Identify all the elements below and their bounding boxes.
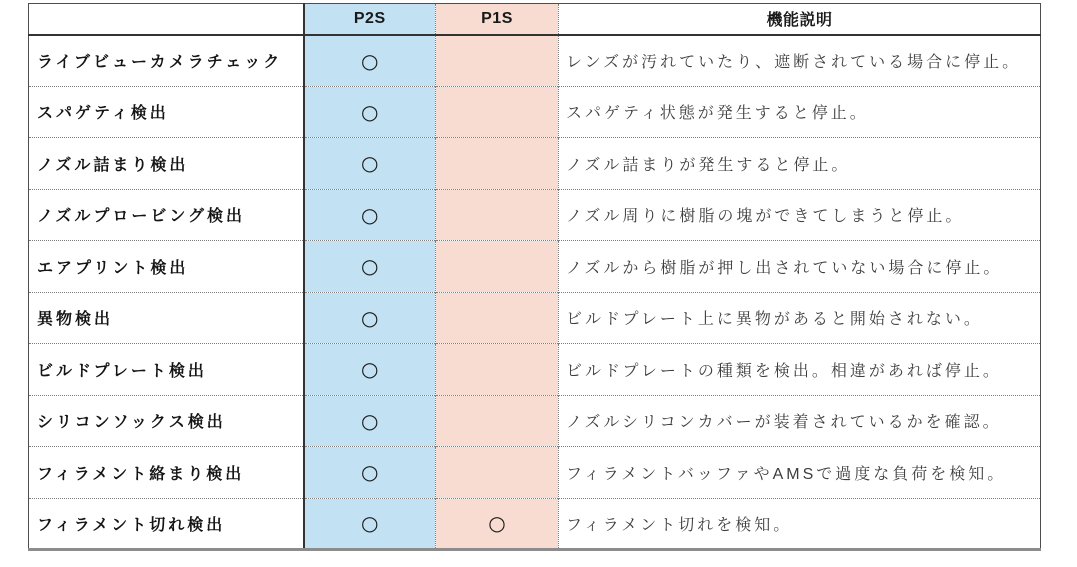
table-row (29, 498, 1041, 550)
p2s-support-cell: ○ (304, 189, 436, 241)
p1s-support-cell (436, 189, 559, 241)
feature-cell: フィラメント絡まり検出 (29, 447, 304, 499)
p1s-support-cell (436, 35, 559, 87)
p1s-support-cell (436, 86, 559, 138)
table-row (29, 292, 1041, 344)
table-row (29, 344, 1041, 396)
p1s-support-cell (436, 447, 559, 499)
feature-cell: スパゲティ検出 (29, 86, 304, 138)
p2s-support-cell: ○ (304, 138, 436, 190)
table-row (29, 189, 1041, 241)
description-cell: ノズルシリコンカバーが装着されているかを確認。 (559, 395, 1041, 447)
p1s-support-cell: ○ (436, 498, 559, 550)
p1s-support-cell (436, 395, 559, 447)
p2s-support-cell: ○ (304, 395, 436, 447)
feature-comparison-table (28, 3, 1041, 551)
feature-cell: ノズルプロービング検出 (29, 189, 304, 241)
table-row (29, 138, 1041, 190)
feature-cell: ノズル詰まり検出 (29, 138, 304, 190)
description-cell: フィラメント切れを検知。 (559, 498, 1041, 550)
p1s-support-cell (436, 292, 559, 344)
description-cell: フィラメントバッファやAMSで過度な負荷を検知。 (559, 447, 1041, 499)
p2s-support-cell: ○ (304, 292, 436, 344)
feature-cell: ビルドプレート検出 (29, 344, 304, 396)
p1s-support-cell (436, 241, 559, 293)
description-cell: スパゲティ状態が発生すると停止。 (559, 86, 1041, 138)
description-cell: ビルドプレート上に異物があると開始されない。 (559, 292, 1041, 344)
description-cell: レンズが汚れていたり、遮断されている場合に停止。 (559, 35, 1041, 87)
p1s-support-cell (436, 138, 559, 190)
p1s-column-header: P1S (436, 4, 559, 35)
feature-cell: 異物検出 (29, 292, 304, 344)
description-cell: ノズルから樹脂が押し出されていない場合に停止。 (559, 241, 1041, 293)
description-cell: ノズル詰まりが発生すると停止。 (559, 138, 1041, 190)
table-row (29, 86, 1041, 138)
table-row (29, 447, 1041, 499)
p2s-support-cell: ○ (304, 241, 436, 293)
p2s-support-cell: ○ (304, 498, 436, 550)
p1s-support-cell (436, 344, 559, 396)
description-cell: ビルドプレートの種類を検出。相違があれば停止。 (559, 344, 1041, 396)
table-row (29, 241, 1041, 293)
header-row (29, 4, 1041, 35)
p2s-support-cell: ○ (304, 86, 436, 138)
feature-cell: ライブビューカメラチェック (29, 35, 304, 87)
p2s-support-cell: ○ (304, 35, 436, 87)
description-column-header: 機能説明 (559, 4, 1041, 35)
table-row (29, 35, 1041, 87)
p2s-support-cell: ○ (304, 447, 436, 499)
feature-cell: シリコンソックス検出 (29, 395, 304, 447)
feature-cell: エアプリント検出 (29, 241, 304, 293)
feature-cell: フィラメント切れ検出 (29, 498, 304, 550)
feature-comparison-table-container (28, 3, 1041, 551)
p2s-support-cell: ○ (304, 344, 436, 396)
table-row (29, 395, 1041, 447)
feature-column-header (29, 4, 304, 35)
p2s-column-header: P2S (304, 4, 436, 35)
description-cell: ノズル周りに樹脂の塊ができてしまうと停止。 (559, 189, 1041, 241)
